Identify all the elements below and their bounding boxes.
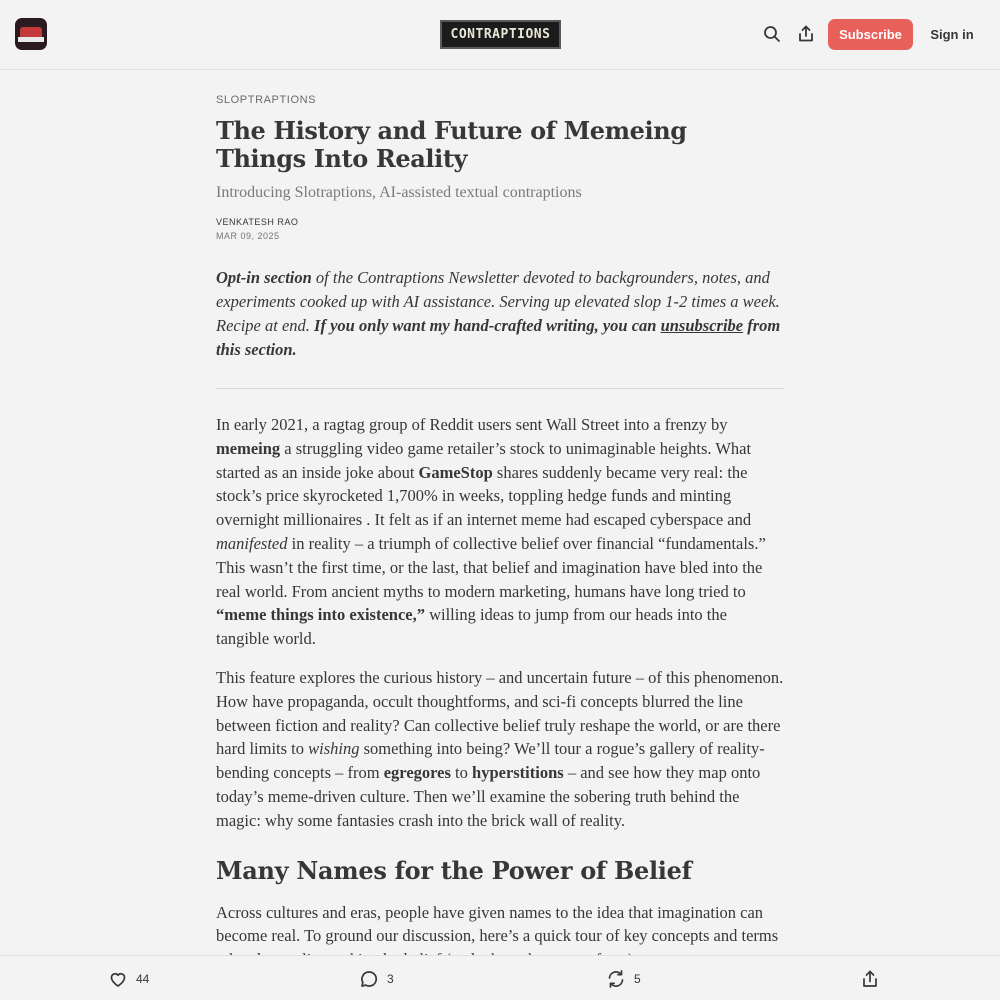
- opt-in-notice: [216, 266, 784, 362]
- top-navigation-bar: [0, 0, 1000, 70]
- share-icon: [860, 969, 880, 989]
- intro-text: of the Contraptions Newsletter devoted to backgrounders, notes, and experiments cooked up with AI assistance. Serving up elevated slop 1-2 times a week. Recipe at end.: [216, 268, 780, 335]
- like-button[interactable]: [108, 969, 149, 989]
- paragraph-1: In early 2021, a ragtag group of Reddit users sent Wall Street into a frenzy by memeing a struggling video game retailer’s stock to unimaginable heights. What started as an inside joke about GameStop shares suddenly became very real: the stock’s price skyrocketed 1,700% in weeks, toppling hedge funds and minting overnight millionaires . It felt as if an internet meme had escaped cyberspace and manifested in reality – a triumph of collective belief over financial “fundamentals.” This wasn’t the first time, or the last, that belief and imagination have bled into the real world. From ancient myths to modern marketing, humans have long tried to “meme things into existence,” willing ideas to jump from our heads into the tangible world.: [216, 415, 766, 649]
- publish-date: MAR 09, 2025: [216, 231, 280, 241]
- comment-button[interactable]: [359, 969, 394, 989]
- heart-icon: [108, 969, 128, 989]
- section-tag[interactable]: SLOPTRAPTIONS: [216, 94, 317, 106]
- publication-logo[interactable]: [440, 20, 561, 49]
- article: [216, 94, 784, 972]
- like-count: 44: [136, 972, 150, 986]
- search-icon[interactable]: [762, 24, 782, 44]
- footer-share-button[interactable]: [860, 969, 880, 989]
- restack-button[interactable]: [606, 969, 641, 989]
- comment-count: 3: [387, 972, 394, 986]
- divider: [216, 388, 784, 389]
- comment-icon: [359, 969, 379, 989]
- subscribe-button[interactable]: Subscribe: [828, 19, 913, 50]
- article-body: [216, 413, 784, 972]
- avatar-stripe: [18, 37, 44, 42]
- restack-count: 5: [634, 972, 641, 986]
- paragraph-3: Across cultures and eras, people have given names to the idea that imagination can become real. To ground our discussion, here’s a quick tour of key concepts and terms: [216, 902, 779, 946]
- restack-icon: [606, 969, 626, 989]
- sign-in-button[interactable]: Sign in: [925, 19, 979, 50]
- logo-wordmark: CONTRAPTIONS: [450, 27, 551, 42]
- article-title: The History and Future of Memeing Things Into Reality: [216, 116, 687, 173]
- intro-bold: Opt-in section: [216, 268, 312, 287]
- unsubscribe-link[interactable]: unsubscribe: [660, 316, 744, 335]
- section-heading: Many Names for the Power of Belief: [216, 855, 692, 885]
- paragraph-2: This feature explores the curious history – and uncertain future – of this phenomenon. How have propaganda, occult thoughtforms, and sci-fi concepts blurred the line between fiction and reality? Can collective belief truly reshape the world, or are there hard limits to wishing something into being? We’ll tour a rogue’s gallery of reality-bending concepts – from egregores to hyperstitions – and see how they map onto today’s meme-driven culture. Then we’ll examine the sobering truth behind the magic: why some fantasies crash into the brick wall of reality.: [216, 667, 784, 830]
- intro-bold-cta: If you only want my hand-crafted writing, you can unsubscribe from this section.: [216, 316, 781, 359]
- article-subtitle: Introducing Slotraptions, AI-assisted textual contraptions: [216, 184, 582, 201]
- publication-avatar[interactable]: [15, 18, 47, 50]
- share-icon[interactable]: [796, 24, 816, 44]
- post-action-bar: [0, 955, 1000, 1000]
- author-name[interactable]: VENKATESH RAO: [216, 217, 299, 227]
